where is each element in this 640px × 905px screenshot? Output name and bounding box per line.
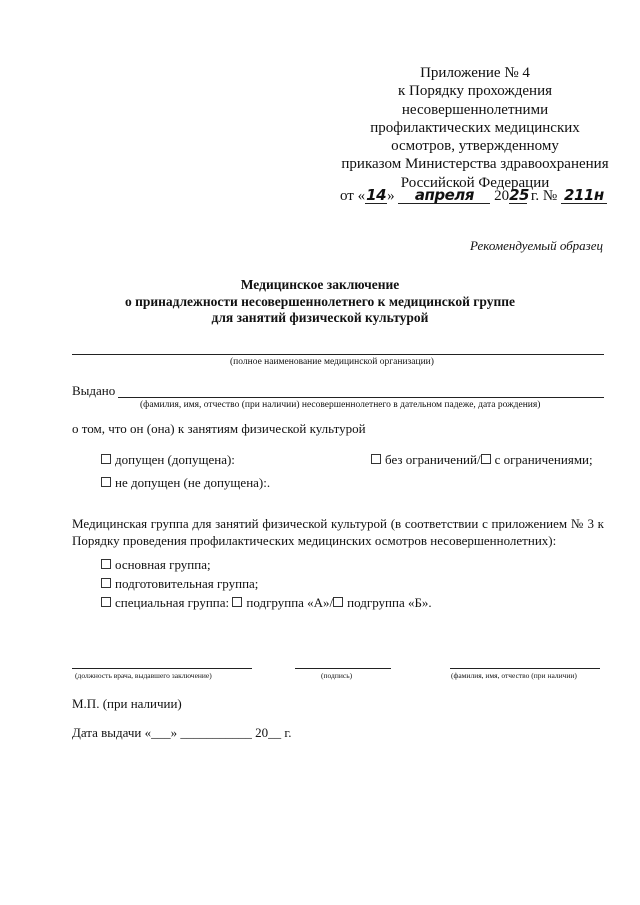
organization-caption: (полное наименование медицинской организации): [230, 357, 434, 367]
option-admitted[interactable]: [101, 452, 235, 468]
checkbox-subgroup-b[interactable]: [333, 597, 343, 607]
option-admitted-label: допущен (допущена):: [115, 452, 235, 467]
issue-date-day[interactable]: ___: [151, 725, 171, 740]
order-year-suffix: 25: [509, 186, 529, 204]
appendix-line: Российской Федерации: [400, 174, 550, 191]
issue-date-g: г.: [281, 725, 292, 740]
checkbox-preparatory-group[interactable]: [101, 578, 111, 588]
order-prefix: от «: [340, 188, 366, 204]
issued-label: Выдано: [72, 383, 116, 398]
group-special-label: специальная группа:: [115, 595, 230, 610]
order-month: апреля: [398, 188, 490, 204]
signature-caption: (подпись): [321, 671, 353, 680]
order-day: 14: [366, 186, 387, 204]
group-preparatory-label: подготовительная группа;: [115, 576, 259, 591]
order-date-line: [340, 188, 607, 205]
group-basic-label: основная группа;: [115, 557, 211, 572]
appendix-line: несовершеннолетними: [401, 101, 549, 118]
checkbox-with-restrictions[interactable]: [481, 454, 491, 464]
title-line: о принадлежности несовершеннолетнего к медицинской группе: [124, 293, 516, 309]
order-year-prefix: 20: [494, 188, 510, 204]
appendix-header: [310, 64, 640, 192]
statement-text: о том, что он (она) к занятиям физической культурой: [72, 421, 366, 436]
group-special[interactable]: [101, 595, 432, 611]
order-number-label: г. №: [530, 188, 558, 204]
document-title: [0, 277, 640, 327]
stamp-label: М.П. (при наличии): [72, 696, 182, 711]
appendix-line: осмотров, утвержденному: [391, 138, 559, 155]
checkbox-no-restrictions[interactable]: [371, 454, 381, 464]
order-number: 211н: [561, 188, 607, 204]
checkbox-admitted[interactable]: [101, 454, 111, 464]
group-basic[interactable]: [101, 557, 211, 573]
issue-date-line[interactable]: [72, 725, 292, 741]
issue-date-month[interactable]: ___________: [180, 725, 252, 740]
position-signature-line[interactable]: [72, 668, 252, 669]
name-signature-line[interactable]: [450, 668, 600, 669]
subgroup-b-label: подгруппа «Б».: [347, 595, 432, 610]
checkbox-basic-group[interactable]: [101, 559, 111, 569]
position-caption: (должность врача, выдавшего заключение): [75, 671, 212, 680]
appendix-line: приказом Министерства здравоохранения: [341, 156, 609, 173]
subgroup-a-label: подгруппа «А»/: [246, 595, 334, 610]
issue-date-mid: »: [170, 725, 181, 740]
organization-name-line[interactable]: [72, 354, 604, 355]
issue-date-year: 20: [251, 725, 269, 740]
title-line: для занятий физической культурой: [211, 310, 429, 325]
option-no-restrictions-label: без ограничений/: [385, 452, 481, 467]
issued-to-line[interactable]: [118, 397, 604, 398]
option-not-admitted-label: не допущен (не допущена):.: [115, 475, 271, 490]
group-preparatory[interactable]: [101, 576, 258, 592]
checkbox-subgroup-a[interactable]: [232, 597, 242, 607]
signature-line[interactable]: [295, 668, 391, 669]
issue-date-label: Дата выдачи «: [72, 725, 152, 740]
appendix-line: к Порядку прохождения: [397, 83, 553, 100]
checkbox-special-group[interactable]: [101, 597, 111, 607]
appendix-line: Приложение № 4: [420, 65, 530, 81]
option-restrictions[interactable]: [371, 452, 593, 468]
checkbox-not-admitted[interactable]: [101, 477, 111, 487]
issued-caption: (фамилия, имя, отчество (при наличии) несовершеннолетнего в дательном падеже, дата рождения): [140, 400, 541, 410]
medical-group-paragraph: Медицинская группа для занятий физической культурой (в соответствии с приложением № 3 к Порядку проведения профилактических медицинских осмотров несовершеннолетних):: [72, 516, 604, 548]
option-with-restrictions-label: с ограничениями;: [494, 452, 593, 467]
issue-date-year-suffix[interactable]: __: [268, 725, 282, 740]
order-quote: »: [387, 188, 395, 204]
option-not-admitted[interactable]: [101, 475, 270, 491]
title-line: Медицинское заключение: [240, 277, 400, 292]
recommended-sample-label: Рекомендуемый образец: [470, 238, 604, 253]
name-caption: (фамилия, имя, отчество (при наличии): [451, 671, 577, 680]
appendix-line: профилактических медицинских: [370, 119, 580, 136]
